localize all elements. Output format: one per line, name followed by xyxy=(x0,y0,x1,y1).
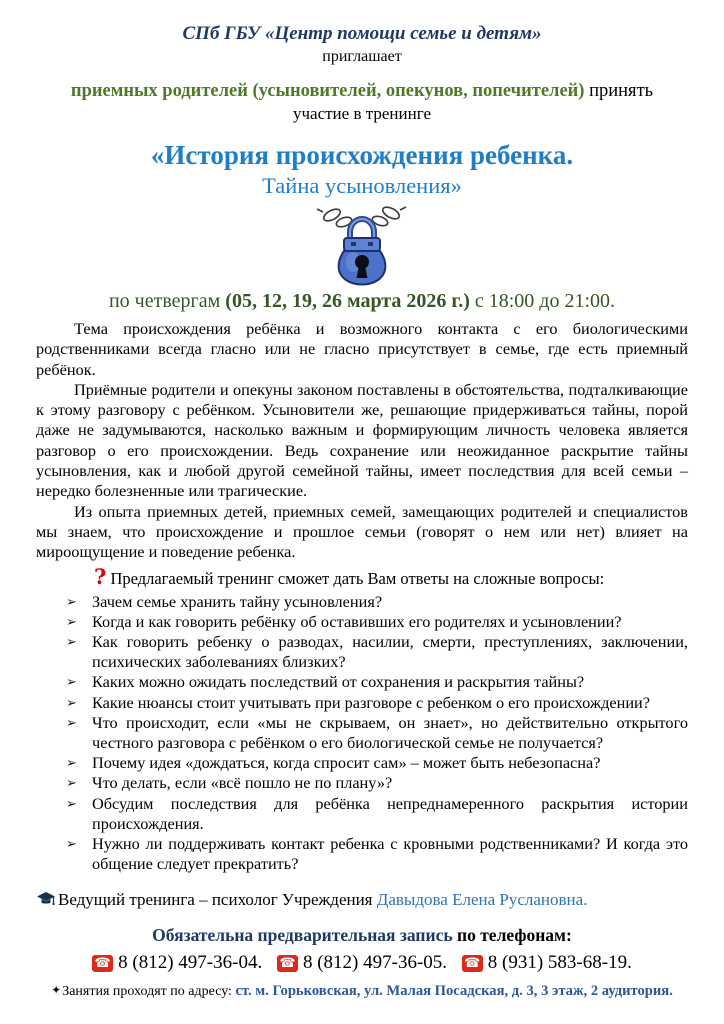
list-item: ➢ Что делать, если «всё пошло не по плану»? xyxy=(66,773,688,793)
list-item: ➢ Как говорить ребенку о разводах, насилии, смерти, преступлениях, заключении, психических заболеваниях близких? xyxy=(66,632,688,672)
phone-icon: ☎ xyxy=(92,955,113,972)
list-item: ➢ Зачем семье хранить тайну усыновления? xyxy=(66,592,688,612)
audience-line xyxy=(36,79,688,103)
trainer-line xyxy=(36,888,688,913)
audience-highlight: приемных родителей (усыновителей, опекунов, попечителей) xyxy=(70,81,585,101)
padlock-illustration xyxy=(36,202,688,286)
question-mark-icon: ? xyxy=(94,563,107,589)
phone-number: 8 (931) 583-68-19. xyxy=(487,952,632,974)
list-item: ➢ Что происходит, если «мы не скрываем, он знает», но действительно открытого честного разговора с ребёнком о его биологической семье не получается? xyxy=(66,713,688,753)
sparkle-icon: ✦ xyxy=(51,983,62,998)
phone-entry xyxy=(92,952,262,973)
training-title-line1: «История происхождения ребенка. xyxy=(150,140,574,170)
phone-icon: ☎ xyxy=(277,955,298,972)
org-name: СПб ГБУ «Центр помощи семье и детям» xyxy=(182,23,542,44)
intro-paragraphs xyxy=(36,319,688,563)
graduation-cap-icon xyxy=(36,890,56,913)
registration-tail: по телефонам: xyxy=(452,925,572,946)
audience-tail: принять xyxy=(584,81,654,101)
schedule-suffix: с 18:00 до 21:00. xyxy=(469,290,616,312)
registration-highlight: Обязательна предварительная запись xyxy=(152,925,453,946)
trainer-prefix: Ведущий тренинга – психолог Учреждения xyxy=(58,890,377,910)
phone-entry xyxy=(462,952,632,973)
phones-line xyxy=(36,950,688,975)
phone-number: 8 (812) 497-36-05. xyxy=(302,952,448,974)
list-item: ➢ Каких можно ожидать последствий от сохранения и раскрытия тайны? xyxy=(66,672,688,692)
schedule-line xyxy=(36,288,688,314)
list-item: ➢ Обсудим последствия для ребёнка непреднамеренного раскрытия истории происхождения. xyxy=(66,794,688,834)
address-line xyxy=(36,980,688,1002)
phone-number: 8 (812) 497-36-04. xyxy=(118,952,263,974)
audience-line2: участие в тренинге xyxy=(292,104,431,123)
address-prefix: Занятия проходят по адресу: xyxy=(62,984,236,1000)
list-item: ➢ Какие нюансы стоит учитывать при разговоре с ребенком о его происхождении? xyxy=(66,693,688,713)
schedule-dates: (05, 12, 19, 26 марта 2026 г.) xyxy=(225,290,470,312)
padlock-broken-chain-icon xyxy=(299,202,425,286)
paragraph: Из опыта приемных детей, приемных семей, замещающих родителей и специалистов мы знаем, что происхождение и прошлое семьи (говорят о нем или нет) влияет на мироощущение и поведение ребенка. xyxy=(36,501,688,562)
phone-icon: ☎ xyxy=(462,955,483,972)
list-item: ➢ Почему идея «дождаться, когда спросит сам» – может быть небезопасна? xyxy=(66,753,688,773)
paragraph: Приёмные родители и опекуны законом поставлены в обстоятельства, подталкивающие к этому разговору с ребёнком. Усыновители же, решающие придерживаться тайны, порой даже не задумываются, насколько важным и формирующим личность человека является разговор о его происхождении. Ведь сохранение или неожиданное раскрытие тайны усыновления, как и любой другой семейной тайны, имеет последствия для всей семьи – нередко болезненные или трагические. xyxy=(36,379,688,501)
questions-intro-text: Предлагаемый тренинг сможет дать Вам ответы на сложные вопросы: xyxy=(106,568,605,588)
address-value: ст. м. Горьковская, ул. Малая Посадская, д. 3, 3 этаж, 2 аудитория. xyxy=(235,983,673,1000)
paragraph: Тема происхождения ребёнка и возможного контакта с его биологическими родственниками всегда гласно или не гласно присутствует в семье, где есть приемный ребёнок. xyxy=(36,319,688,379)
list-item: ➢ Когда и как говорить ребёнку об оставивших его родителях и усыновлении? xyxy=(66,612,688,632)
questions-list xyxy=(36,592,688,875)
list-item: ➢ Нужно ли поддерживать контакт ребенка с кровными родственниками? И когда это общение следует прекратить? xyxy=(66,834,688,874)
schedule-prefix: по четвергам xyxy=(108,290,226,312)
training-title-line2: Тайна усыновления» xyxy=(262,173,462,198)
questions-intro xyxy=(36,563,688,590)
trainer-name: Давыдова Елена Руслановна. xyxy=(376,890,588,910)
phone-entry xyxy=(277,952,447,973)
invites-line: приглашает xyxy=(322,48,402,65)
registration-line xyxy=(36,924,688,947)
